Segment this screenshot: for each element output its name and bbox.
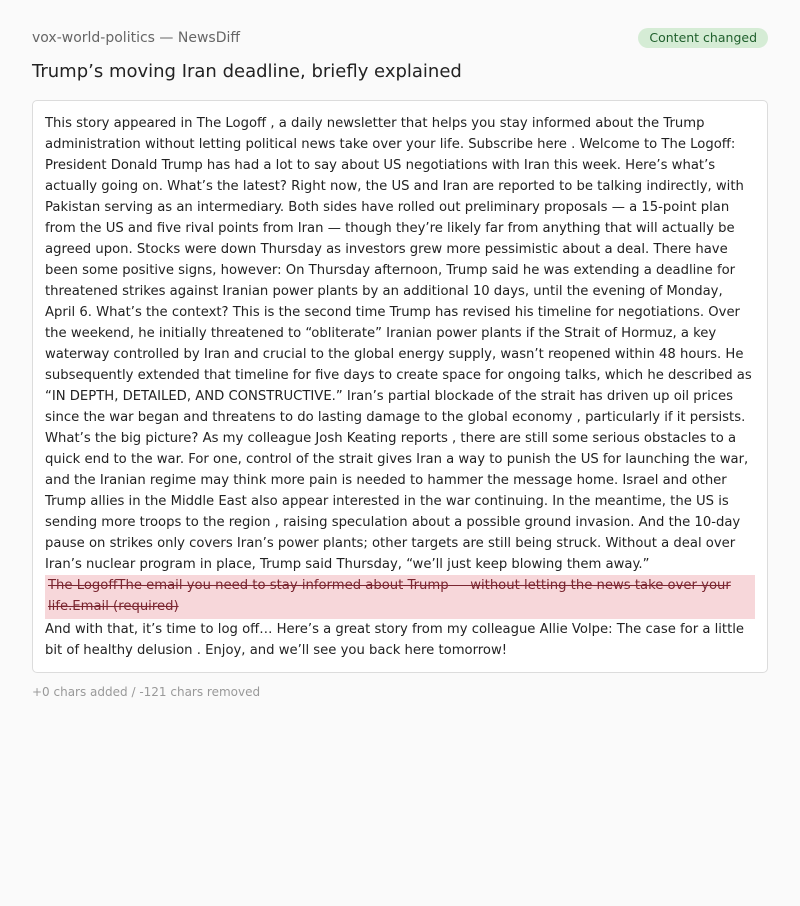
article-title: Trump’s moving Iran deadline, briefly explained [32,61,462,82]
unchanged-text-after: And with that, it’s time to log off… Here’s a great story from my colleague Allie Volpe: The case for a little bit of healthy delusion . Enjoy, and we’ll see you back here tomorrow! [45,622,745,658]
source-label: vox-world-politics — NewsDiff [32,30,241,46]
diff-stats: +0 chars added / -121 chars removed [32,685,261,699]
header [32,28,768,48]
unchanged-text-before: This story appeared in The Logoff , a daily newsletter that helps you stay informed about the Trump administration without letting political news take over your life. Subscribe here . Welcome to The Logoff: President Donald Trump has had a lot to say about US negotiations with Iran this week. Here’s what’s actually going on. What’s the latest? Right now, the US and Iran are reported to be talking indirectly, with Pakistan serving as an intermediary. Both sides have rolled out preliminary proposals — a 15-point plan from the US and five rival points from Iran — though they’re likely far from anything that will actually be agreed upon. Stocks were down Thursday as investors grew more pessimistic about a deal. There have been some positive signs, however: On Thursday afternoon, Trump said he was extending a deadline for threatened strikes against Iranian power plants by an additional 10 days, until the evening of Monday, April 6. What’s the context? This is the second time Trump has revised his timeline for negotiations. Over the weekend, he initially threatened to “obliterate” Iranian power plants if the Strait of Hormuz, a key waterway controlled by Iran and crucial to the global energy supply, wasn’t reopened within 48 hours. He subsequently extended that timeline for five days to create space for ongoing talks, which he described as “IN DEPTH, DETAILED, AND CONSTRUCTIVE.” Iran’s partial blockade of the strait has driven up oil prices since the war began and threatens to do lasting damage to the global economy , particularly if it persists. What’s the big picture? As my colleague Josh Keating reports , there are still some serious obstacles to a quick end to the war. For one, control of the strait gives Iran a way to punish the US for launching the war, and the Iranian regime may think more pain is needed to hammer the message home. Israel and other Trump allies in the Middle East also appear interested in the war continuing. In the meantime, the US is sending more troops to the region , raising speculation about a possible ground invasion. And the 10-day pause on strikes only covers Iran’s power plants; other targets are still being struck. Without a deal over Iran’s nuclear program in place, Trump said Thursday, “we’ll just keep blowing them away.” [45,116,752,572]
removed-text: The LogoffThe email you need to stay informed about Trump — without letting the news take over your life.Email (required) [45,575,755,619]
status-badge: Content changed [638,28,768,48]
article-content [32,100,768,673]
diff-view [32,28,768,700]
